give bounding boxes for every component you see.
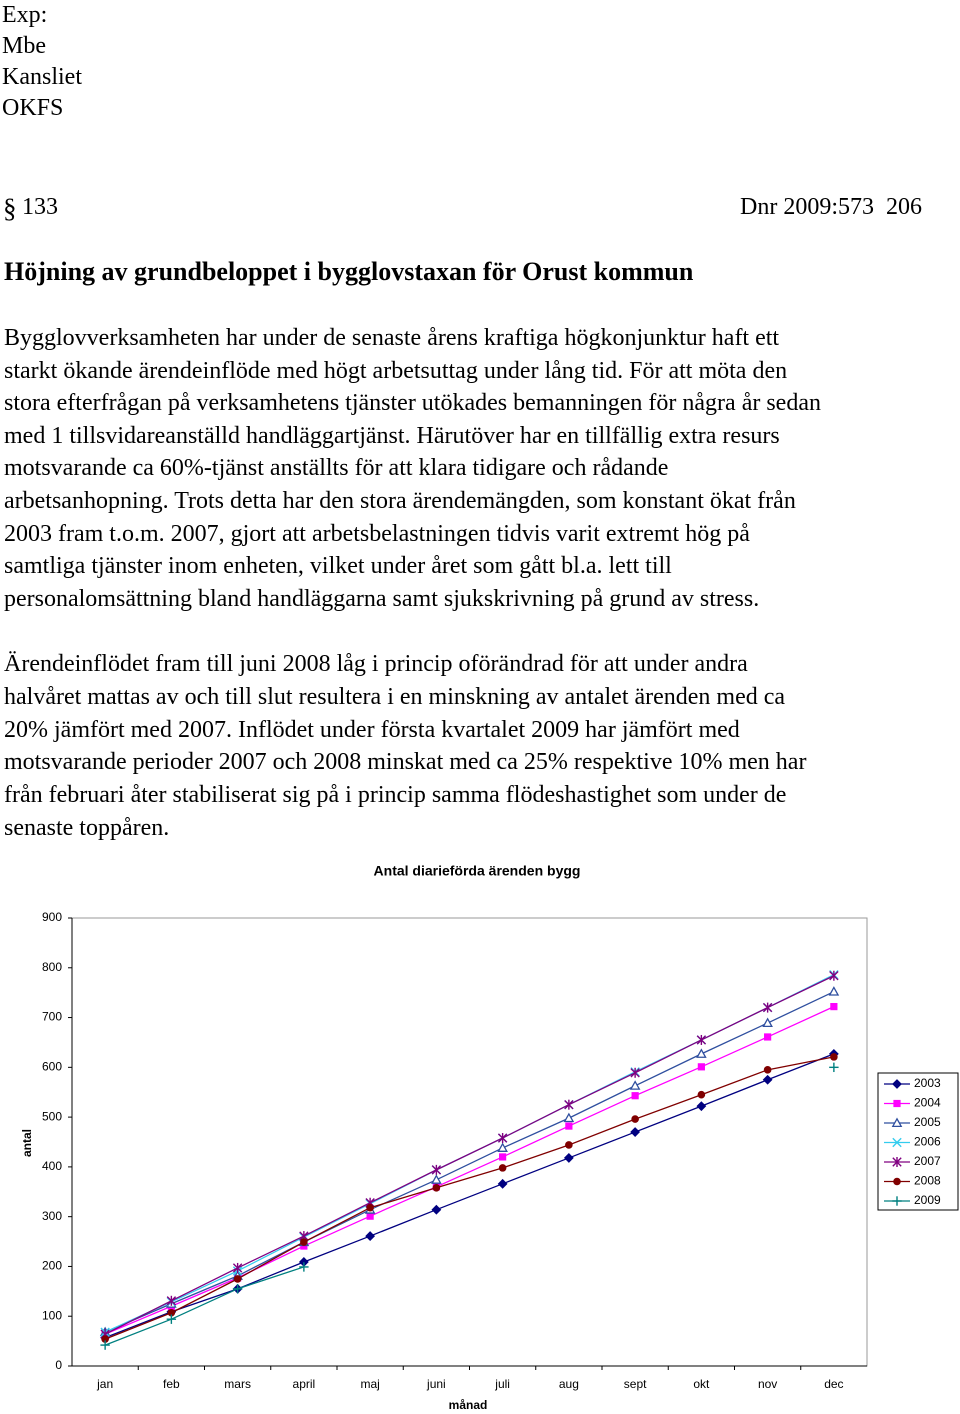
paragraph-line: starkt ökande ärendeinflöde med högt arbetsuttag under lång tid. För att möta den — [4, 357, 788, 384]
marker-2005-aug — [565, 1114, 573, 1122]
y-tick-label: 800 — [41, 959, 62, 974]
marker-2007-okt — [697, 1035, 705, 1045]
y-tick-label: 400 — [41, 1159, 62, 1174]
x-axis-label: månad — [448, 1398, 488, 1413]
paragraph-line: halvåret mattas av och till slut resultera i en minskning av antalet ärenden med ca — [4, 683, 786, 710]
y-tick-label: 700 — [41, 1009, 62, 1024]
marker-2008-sept — [631, 1115, 639, 1123]
series-line-2007 — [105, 976, 834, 1334]
paragraph-line: motsvarande ca 60%-tjänst anställts för att klara tidigare och rådande — [4, 455, 669, 482]
legend-label: 2003 — [914, 1076, 941, 1091]
paragraph-line: arbetsanhopning. Trots detta har den stora ärendemängden, som konstant ökat från — [4, 487, 796, 514]
marker-2009-jan — [100, 1340, 109, 1349]
x-tick-label: april — [292, 1377, 316, 1392]
marker-2005-okt — [697, 1050, 705, 1058]
line-chart — [0, 855, 960, 1414]
marker-2003-aug — [565, 1154, 573, 1162]
y-tick-label: 0 — [55, 1358, 62, 1373]
plot-area — [72, 918, 867, 1366]
y-tick-label: 100 — [41, 1308, 62, 1323]
marker-2004-juli — [499, 1153, 506, 1160]
x-tick-label: jan — [97, 1377, 114, 1392]
series-2004 — [102, 1003, 838, 1338]
marker-2005-juni — [432, 1176, 440, 1184]
marker-2004-sept — [632, 1092, 639, 1099]
marker-2008-okt — [698, 1091, 706, 1099]
x-tick-label: okt — [693, 1377, 710, 1392]
marker-2009-dec — [829, 1063, 838, 1072]
marker-2008-aug — [565, 1141, 573, 1149]
marker-2009-mars — [233, 1284, 242, 1293]
marker-2007-aug — [565, 1100, 573, 1110]
marker-2008-dec — [830, 1053, 838, 1061]
y-tick-label: 600 — [41, 1059, 62, 1074]
x-tick-label: juli — [495, 1377, 510, 1392]
marker-2008-nov — [764, 1066, 772, 1074]
legend — [878, 1073, 958, 1210]
marker-2005-sept — [631, 1082, 639, 1090]
distribution-line: Exp: — [2, 2, 48, 28]
x-tick-label: sept — [623, 1377, 647, 1392]
marker-2004-nov — [764, 1033, 771, 1040]
chart-title: Antal diarieförda ärenden bygg — [373, 862, 581, 879]
marker-2008-mars — [234, 1275, 242, 1283]
section-row — [0, 191, 960, 223]
marker-2003-okt — [697, 1102, 705, 1110]
x-tick-label: aug — [558, 1377, 579, 1392]
legend-label: 2009 — [914, 1193, 941, 1208]
paragraph-1 — [4, 322, 821, 615]
y-tick-label: 900 — [41, 910, 62, 925]
x-tick-label: maj — [360, 1377, 380, 1392]
series-line-2009 — [105, 1267, 304, 1345]
paragraph-line: motsvarande perioder 2007 och 2008 minskat med ca 25% respektive 10% men har — [4, 749, 807, 776]
marker-2007-juni — [432, 1165, 440, 1175]
marker-2003-sept — [631, 1128, 639, 1136]
marker-2007-nov — [763, 1003, 771, 1013]
x-tick-label: dec — [824, 1377, 844, 1392]
series-line-2003 — [105, 1054, 834, 1338]
paragraph-line: Ärendeinflödet fram till juni 2008 låg i princip oförändrad för att under andra — [4, 651, 748, 677]
marker-2005-juli — [498, 1144, 506, 1152]
marker-2005-nov — [763, 1019, 771, 1027]
distribution-line: Mbe — [2, 33, 46, 59]
legend-label: 2004 — [914, 1095, 941, 1110]
paragraph-line: från februari åter stabiliserat sig på i princip samma flödeshastighet som under de — [4, 782, 787, 809]
marker-2007-juli — [498, 1133, 506, 1143]
marker-2004-aug — [565, 1122, 572, 1129]
registration-number: Dnr 2009:573 — [740, 194, 874, 220]
marker-2009-feb — [167, 1315, 176, 1324]
section-sign: § — [3, 193, 17, 223]
legend-marker — [893, 1178, 901, 1186]
paragraph-line: senaste toppåren. — [4, 814, 170, 841]
marker-2008-juli — [499, 1164, 507, 1172]
marker-2004-okt — [698, 1063, 705, 1070]
marker-2003-nov — [763, 1076, 771, 1084]
page-title: Höjning av grundbeloppet i bygglovstaxan för Orust kommun — [4, 257, 694, 286]
registration-code: 206 — [886, 194, 922, 220]
paragraph-line: samtliga tjänster inom enheten, vilket under året som gått bl.a. lett till — [4, 553, 672, 580]
y-tick-label: 200 — [41, 1258, 62, 1273]
marker-2004-dec — [830, 1003, 837, 1010]
section-number: 133 — [22, 194, 58, 220]
distribution-line: Kansliet — [2, 64, 82, 90]
legend-marker — [893, 1100, 900, 1107]
registration-number-group — [740, 191, 922, 223]
paragraph-line: 2003 fram t.o.m. 2007, gjort att arbetsbelastningen tidvis varit extremt hög på — [4, 520, 750, 547]
paragraph-line: med 1 tillsvidareanställd handläggartjänst. Härutöver har en tillfällig extra resurs — [4, 422, 780, 449]
x-tick-label: nov — [757, 1377, 778, 1392]
paragraph-line: personalomsättning bland handläggarna samt sjukskrivning på grund av stress. — [4, 585, 760, 612]
legend-label: 2007 — [914, 1154, 941, 1169]
marker-2005-dec — [830, 987, 838, 995]
series-2007 — [101, 971, 838, 1339]
marker-2003-maj — [366, 1232, 374, 1240]
y-tick-label: 500 — [41, 1109, 62, 1124]
paragraph-2 — [4, 648, 806, 845]
legend-label: 2005 — [914, 1115, 941, 1130]
distribution-list — [2, 0, 82, 124]
paragraph-line: 20% jämfört med 2007. Inflödet under första kvartalet 2009 har jämfört med — [4, 716, 740, 743]
legend-label: 2008 — [914, 1173, 941, 1188]
marker-2003-juni — [432, 1205, 440, 1213]
x-tick-label: juni — [427, 1377, 446, 1392]
marker-2008-april — [300, 1238, 308, 1246]
marker-2003-juli — [498, 1180, 506, 1188]
x-tick-label: feb — [163, 1377, 180, 1392]
paragraph-line: stora efterfrågan på verksamhetens tjänster utökades bemanningen för några år sedan — [4, 390, 821, 417]
y-tick-label: 300 — [41, 1208, 62, 1223]
legend-label: 2006 — [914, 1134, 941, 1149]
paragraph-line: Bygglovverksamheten har under de senaste årens kraftiga högkonjunktur haft ett — [4, 325, 780, 351]
y-axis-label: antal — [20, 1128, 35, 1158]
x-tick-label: mars — [224, 1377, 251, 1392]
series-2003 — [101, 1050, 838, 1342]
distribution-line: OKFS — [2, 95, 64, 121]
marker-2008-maj — [366, 1204, 374, 1212]
series-2009 — [100, 1063, 838, 1350]
marker-2008-juni — [433, 1184, 441, 1192]
